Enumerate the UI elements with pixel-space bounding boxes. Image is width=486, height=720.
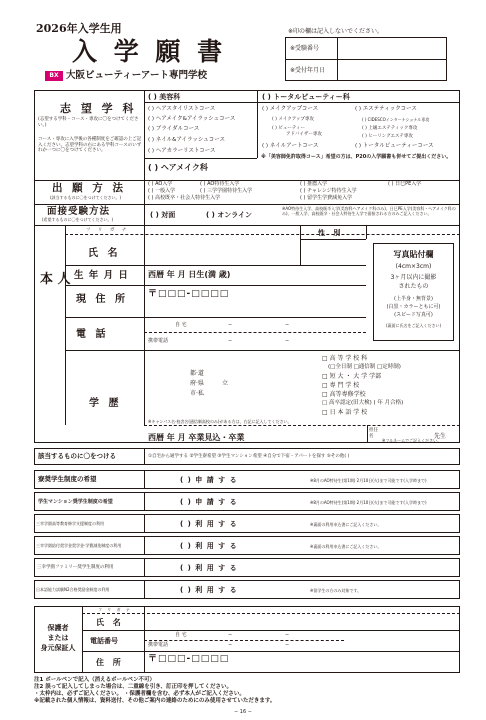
system-grant-note: ※裏面の利用申込書にご記入ください。 bbox=[310, 544, 382, 549]
total-note: ※「美容師免許取得コース」希望の方は、P20の入学願書も併せてご提出ください。 bbox=[261, 154, 452, 160]
system-support-label: 三幸学園高等教育修学支援制度の利用 bbox=[36, 521, 104, 526]
received-date-label: ※受付年月日 bbox=[290, 67, 326, 74]
school-type-high-vocational[interactable]: □ 高等専修学校 bbox=[322, 391, 366, 398]
beauty-course[interactable]: ( ) 美容科 bbox=[148, 93, 181, 101]
footer-note-1: 注1 ボールペンで記入（消えるボールペン不可） bbox=[34, 677, 156, 683]
system-family-label: 三幸学園ファミリー奨学生制度の利用 bbox=[37, 565, 114, 570]
form-title: 入 学 願 書 bbox=[72, 37, 227, 66]
beauty-course-5[interactable]: ( ) ヘアカラーリストコース bbox=[148, 148, 216, 154]
photo-months: 3ヶ月以内に撮影 bbox=[390, 274, 437, 281]
method-ao[interactable]: ( ) AO入学 bbox=[148, 181, 173, 187]
school-type-language[interactable]: □ 日 本 語 学 校 bbox=[322, 409, 368, 416]
course-instruction: (志望する学科・コース・専攻に〇をつけてください。) bbox=[38, 117, 139, 128]
school-type-high-course[interactable]: (□全日制 □通信制 □定時制) bbox=[328, 364, 401, 370]
total-col1-4: アドバイザー専攻 bbox=[286, 132, 322, 137]
guardian-label-1: 保護者 bbox=[47, 624, 69, 632]
public-label: 立 bbox=[222, 380, 229, 387]
mobile-phone-dash: − bbox=[228, 338, 233, 344]
method-instruction: (該当するものに〇をつけてください。) bbox=[50, 195, 122, 200]
total-col2-1[interactable]: ( ) エステティックコース bbox=[355, 106, 417, 112]
guardian-home-label: 自 宅 bbox=[175, 632, 187, 638]
postal-code-field[interactable]: 〒□□□-□□□□ bbox=[148, 289, 230, 299]
guardian-name-label: 氏 名 bbox=[96, 618, 124, 627]
prefecture-label-2: 府·県 bbox=[190, 380, 204, 387]
birth-label: 生 年 月 日 bbox=[74, 270, 129, 281]
method-pe[interactable]: ( ) 日巳PE入学 bbox=[388, 181, 422, 187]
system-family-value[interactable]: ( ) 利 用 す る bbox=[180, 564, 238, 572]
phone-label: 電 話 bbox=[76, 329, 109, 340]
footer-note-2: 注2 誤って記入してしまった場合は、二重線を引き、訂正印を押してください。 bbox=[34, 684, 233, 690]
prefecture-label: 都·道 bbox=[190, 370, 204, 377]
beauty-course-2[interactable]: ( ) ヘアメイク&アイラッシュコース bbox=[148, 116, 236, 122]
total-col1-3[interactable]: ( ) ビューティー bbox=[272, 126, 306, 131]
education-label: 学 歴 bbox=[89, 398, 122, 409]
gender-label: 性 別 bbox=[318, 229, 344, 237]
photo-size: (4cm×3cm) bbox=[395, 263, 432, 270]
campus-note: ※キャンパス名·校舎名(通信制高校のみ)がある方は、右記に記入してください。 bbox=[148, 419, 292, 424]
school-logo: BX bbox=[45, 71, 63, 81]
city-label: 市·私 bbox=[190, 390, 204, 397]
method-recommend[interactable]: ( ) 推薦入学 bbox=[300, 181, 328, 187]
year-title: 2026年入学生用 bbox=[36, 22, 122, 35]
photo-title: 写真貼付欄 bbox=[393, 250, 434, 259]
mobile-phone-dash-2: − bbox=[285, 338, 290, 344]
guardian-label-2: または bbox=[47, 634, 69, 642]
furigana-label: フ リ ガ ナ bbox=[86, 228, 130, 233]
photo-back-note: (裏面に氏名をご記入ください) bbox=[385, 323, 442, 328]
guardian-home-dash: − bbox=[228, 632, 233, 638]
photo-months-2: されたもの bbox=[398, 283, 429, 290]
photo-condition-3: (スピード写真可) bbox=[394, 312, 433, 318]
system-jlpt-value[interactable]: ( ) 利 用 す る bbox=[180, 586, 238, 594]
system-dorm-value[interactable]: ( ) 申 請 す る bbox=[180, 476, 238, 484]
school-type-certificate[interactable]: □ 高卒認定(旧大検) ( 年 月合格) bbox=[322, 400, 404, 406]
school-type-vocational[interactable]: □ 専 門 学 校 bbox=[322, 382, 360, 389]
photo-condition: (上半身・無背景) bbox=[394, 296, 433, 302]
guardian-furigana-label: フ リ ガ ナ bbox=[98, 607, 132, 612]
teacher-label: 担任名 bbox=[369, 428, 378, 439]
system-mansion-label: 学生マンション奨学生制度の希望 bbox=[38, 499, 113, 505]
interview-instruction: (希望するものに〇をつけてください。) bbox=[42, 217, 114, 222]
beauty-course-1[interactable]: ( ) ヘアスタイリストコース bbox=[148, 106, 216, 112]
guardian-phone-label: 電話番号 bbox=[90, 637, 118, 645]
home-phone-dash: − bbox=[228, 322, 233, 328]
mobile-phone-label: 携帯電話 bbox=[148, 338, 169, 344]
school-name: 大阪ビューティーアート専門学校 bbox=[66, 70, 207, 81]
guardian-name-input[interactable] bbox=[148, 614, 458, 628]
footer-note-3: ・太枠内は、必ずご記入ください。 ・保護者欄を含む、必ず本人がご記入ください。 bbox=[34, 691, 245, 697]
course-label: 志 望 学 科 bbox=[60, 102, 137, 115]
system-mansion-note: ※8月のAO特待生(第1期) 2月10日(火)まで可能です(入学時まで) bbox=[310, 500, 427, 505]
total-beauty-course[interactable]: ( ) トータルビューティー科 bbox=[262, 93, 350, 101]
home-phone-dash-2: − bbox=[285, 322, 290, 328]
school-type-university[interactable]: □ 短 大 ・ 大 学 学部 bbox=[322, 373, 382, 380]
name-input[interactable] bbox=[148, 238, 298, 262]
method-label: 出 願 方 法 bbox=[52, 182, 126, 194]
address-label: 現 住 所 bbox=[76, 294, 128, 305]
guardian-mobile-dash: − bbox=[228, 642, 233, 648]
teacher-note: ※フルネームでご記入ください。 bbox=[382, 438, 442, 443]
hairmake-course[interactable]: ( ) ヘアメイク科 bbox=[148, 163, 208, 172]
total-col1-1[interactable]: ( ) メイクアップコース bbox=[262, 106, 319, 112]
exam-no-label: ※受験番号 bbox=[290, 45, 320, 52]
method-sanko[interactable]: ( ) 三学学園特待生入学 bbox=[200, 188, 253, 194]
circle-row-options[interactable]: ①自宅から通学する ②学生寮希望 ③学生マンション希望 ④自分で下宿・アパートを探す ⑤その他( ) bbox=[148, 454, 350, 459]
personal-label: 本 人 bbox=[40, 272, 71, 287]
interview-label: 面接受験方法 bbox=[47, 206, 111, 217]
system-jlpt-label: 日本語能力試験N2合格奨励金制度の利用 bbox=[36, 587, 110, 592]
guardian-label-3: 身元保証人 bbox=[40, 644, 76, 652]
graduation-field[interactable]: 西暦 年 月 卒業見込・卒業 bbox=[148, 433, 245, 442]
method-ao-scholar[interactable]: ( ) AO特待生入学 bbox=[200, 181, 240, 187]
gender-input[interactable] bbox=[302, 241, 364, 263]
system-grant-label: 三幸学園給付奨学金奨学金·学費減免制度の利用 bbox=[36, 543, 122, 548]
footer-note-4: ※記載された個人情報は、資料送付、その他ご案内の連絡のためにのみ使用させていただきます。 bbox=[34, 698, 276, 704]
name-label: 氏 名 bbox=[88, 248, 121, 259]
course-note: コース・専攻に入学後の各種制度をご確認の上ご記入ください。志望学科の右にある学科コースのいずれか一つに〇をつけてください。 bbox=[38, 137, 142, 153]
system-dorm-note: ※8月のAO特待生(第1期) 2月10日(火)まで可能です(入学時まで) bbox=[310, 478, 427, 483]
system-support-note: ※裏面の利用申込書にご記入ください。 bbox=[310, 522, 382, 527]
beauty-course-4[interactable]: ( ) ネイル&アイラッシュコース bbox=[148, 137, 225, 143]
interview-note: ※AO特待生入学、高校既卒入学(美容科ヘアメイク科のみ)、日巳PE入学(美容科・ヘアメイク科のみ)、一般入学、高校既卒・社会人特待生入学で面接される方のみご記入ください。 bbox=[282, 206, 456, 216]
page-number: − 16 − bbox=[234, 709, 252, 715]
system-support-value[interactable]: ( ) 利 用 す る bbox=[180, 520, 238, 528]
guardian-mobile-label: 携帯電話 bbox=[148, 642, 169, 648]
total-col1-5[interactable]: ( ) ネイルアートコース bbox=[262, 143, 319, 149]
guardian-mobile-dash-2: − bbox=[285, 642, 290, 648]
circle-row-label: 該当するものに〇をつける bbox=[38, 452, 116, 460]
school-type-high[interactable]: □ 高 等 学 校 科 bbox=[322, 355, 368, 362]
total-col2-5[interactable]: ( ) トータルビューティーコース bbox=[355, 143, 434, 149]
office-note: ※印の欄は記入しないでください。 bbox=[288, 28, 384, 35]
system-jlpt-note: ※留学生の方のみ対象です。 bbox=[310, 588, 362, 593]
home-phone-label: 自 宅 bbox=[175, 322, 187, 328]
method-general[interactable]: ( ) 一般入学 bbox=[148, 188, 176, 194]
system-dorm-label: 寮奨学生制度の希望 bbox=[38, 475, 97, 483]
guardian-home-dash-2: − bbox=[285, 632, 290, 638]
method-graduate[interactable]: ( ) 高校既卒・社会人特待生入学 bbox=[148, 195, 221, 201]
total-col1-2[interactable]: ( ) メイクアップ専攻 bbox=[272, 117, 314, 122]
total-col2-2[interactable]: ( ) CIDESCOインターナショナル専攻 bbox=[362, 117, 430, 122]
system-grant-value[interactable]: ( ) 利 用 す る bbox=[180, 542, 238, 550]
guardian-postal-field[interactable]: 〒□□□-□□□□ bbox=[148, 654, 230, 664]
system-mansion-value[interactable]: ( ) 申 請 す る bbox=[180, 498, 238, 506]
total-col2-4[interactable]: ( ) ヒーリングエステ専攻 bbox=[362, 134, 413, 139]
interview-in-person[interactable]: ( ) 対面 bbox=[150, 211, 176, 219]
interview-online[interactable]: ( ) オンライン bbox=[206, 211, 253, 219]
beauty-course-3[interactable]: ( ) ブライダルコース bbox=[148, 126, 200, 132]
teacher-suffix: 先生 bbox=[434, 433, 447, 440]
total-col2-3[interactable]: ( ) 上級エステティック専攻 bbox=[362, 126, 418, 131]
guardian-address-label: 住 所 bbox=[96, 658, 124, 667]
method-challenge[interactable]: ( ) チャレンジ特待生入学 bbox=[300, 188, 357, 194]
method-foreign[interactable]: ( ) 留学生学費減免入学 bbox=[300, 195, 353, 201]
photo-condition-2: (白黒・カラーともに可) bbox=[386, 304, 441, 310]
birth-date-field[interactable]: 西暦 年 月 日生(満 歳) bbox=[148, 270, 231, 279]
